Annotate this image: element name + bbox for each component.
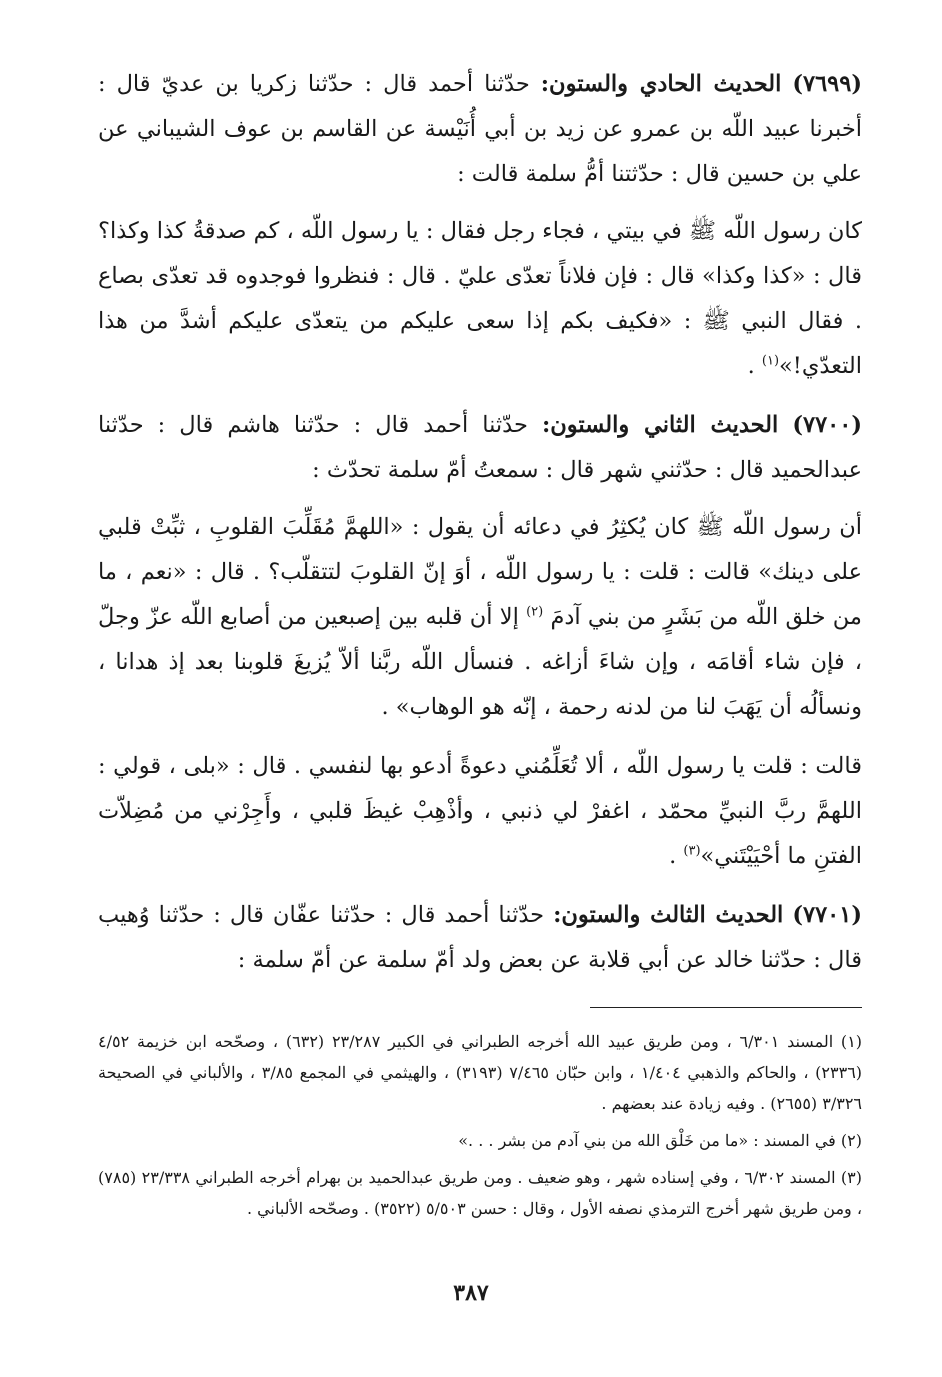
footnote-2: (٢) في المسند : «ما من خَلْق الله من بني آدم من بشر . . .» <box>458 1131 862 1150</box>
footnote-separator <box>590 1007 862 1008</box>
hadith-7700-title: الحديث الثاني والستون: <box>541 412 779 438</box>
hadith-7700-text-2 <box>98 744 862 879</box>
hadith-7699-matn: كان رسول اللّه ﷺ في بيتي ، فجاء رجل فقال : يا رسول اللّه ، كم صدقةُ كذا وكذا؟ قال : «كذا وكذا» قال : فإن فلاناً تعدّى عليّ . قال : فنظروا فوجدوه قد تعدّى بصاع . فقال النبي ﷺ : «فكيف بكم إذا سعى عليكم من يتعدّى عليكم أشدَّ من هذا التعدّي!» <box>98 218 863 379</box>
hadith-7699-end: . <box>747 353 762 379</box>
page-number: ٣٨٧ <box>453 1280 489 1306</box>
footnote-ref-3[interactable]: (٣) <box>683 843 701 859</box>
hadith-7700-matn-3: قالت : قلت يا رسول اللّه ، ألا تُعَلِّمُني دعوةً أدعو بها لنفسي . قال : «بلى ، قولي : اللهمَّ ربَّ النبيِّ محمّد ، اغفرْ لي ذنبي ، وأذْهِبْ غيظَ قلبي ، وأَجِرْني من مُضِلاّت الفتنِ ما أحْيَيْتَني» <box>98 753 862 869</box>
hadith-7699-text <box>98 209 862 389</box>
hadith-7699-title: الحديث الحادي والستون: <box>540 71 782 97</box>
hadith-7700-matn-1: أن رسول اللّه ﷺ كان يُكثِرُ في دعائه أن يقول : «اللهمَّ مُقَلِّبَ القلوبِ ، ثبِّتْ قلبي على دينك» قالت : قلت : يا رسول اللّه ، أوَ إنّ القلوبَ لتتقلّب؟ . قال : «نعم ، ما من خلق اللّه من بَشَرٍ من بني آدمَ <box>98 514 862 630</box>
hadith-7699-isnad <box>98 62 862 197</box>
main-text <box>98 62 862 983</box>
hadith-7700-chain: حدّثنا أحمد قال : حدّثنا هاشم قال : حدّثنا عبدالحميد قال : حدّثني شهر قال : سمعتُ أمّ سلمة تحدّث : <box>98 412 862 483</box>
footnote-ref-1[interactable]: (١) <box>761 353 780 369</box>
footnote-ref-2[interactable]: (٢) <box>526 604 544 620</box>
hadith-7699-number: (٧٦٩٩) <box>792 71 862 97</box>
hadith-7701-chain: حدّثنا أحمد قال : حدّثنا عفّان قال : حدّثنا وُهيب قال : حدّثنا خالد عن أبي قلابة عن بعض ولد أمّ سلمة عن أمّ سلمة : <box>98 902 862 973</box>
hadith-7700-number: (٧٧٠٠) <box>792 412 863 438</box>
hadith-7700-isnad <box>98 403 862 493</box>
hadith-7700-end: . <box>669 843 684 869</box>
footnote-3: (٣) المسند ٦/٣٠٢ ، وفي إسناده شهر ، وهو ضعيف . ومن طريق عبدالحميد بن بهرام أخرجه الطبراني ٢٣/٣٣٨ (٧٨٥) ، ومن طريق شهر أخرج الترمذي نصفه الأول ، وقال : حسن ٥/٥٠٣ (٣٥٢٢) . وصحّحه الألباني . <box>98 1168 863 1218</box>
hadith-7701-title: الحديث الثالث والستون: <box>553 902 784 928</box>
hadith-7701-isnad <box>98 893 862 983</box>
footnotes <box>98 1026 862 1224</box>
footnote-1: (١) المسند ٦/٣٠١ ، ومن طريق عبيد الله أخرجه الطبراني في الكبير ٢٣/٢٨٧ (٦٣٢) ، وصحّحه ابن خزيمة ٤/٥٢ (٢٣٣٦) ، والحاكم والذهبي ١/٤٠٤ ، وابن حبّان ٧/٤٦٥ (٣١٩٣) ، والهيثمي في المجمع ٣/٨٥ ، والألباني في الصحيحة ٣/٣٢٦ (٢٦٥٥) . وفيه زيادة عند بعضهم . <box>98 1032 863 1113</box>
hadith-7700-text <box>98 505 862 730</box>
hadith-7699-chain: حدّثنا أحمد قال : حدّثنا زكريا بن عديّ قال : أخبرنا عبيد اللّه بن عمرو عن زيد بن أبي أُنَيْسة عن القاسم بن عوف الشيباني عن علي بن حسين قال : حدّثتنا أمُّ سلمة قالت : <box>98 71 862 187</box>
hadith-7700-matn-2: إلا أن قلبه بين إصبعين من أصابع اللّه عزّ وجلّ ، فإن شاء أقامَه ، وإن شاءَ أزاغه . فنسأل اللّه ربَّنا ألاّ يُزيغَ قلوبنا بعد إذ هدانا ، ونسألُه أن يَهَبَ لنا من لدنه رحمة ، إنّه هو الوهاب» . <box>98 604 862 720</box>
hadith-7701-number: (٧٧٠١) <box>792 902 863 928</box>
